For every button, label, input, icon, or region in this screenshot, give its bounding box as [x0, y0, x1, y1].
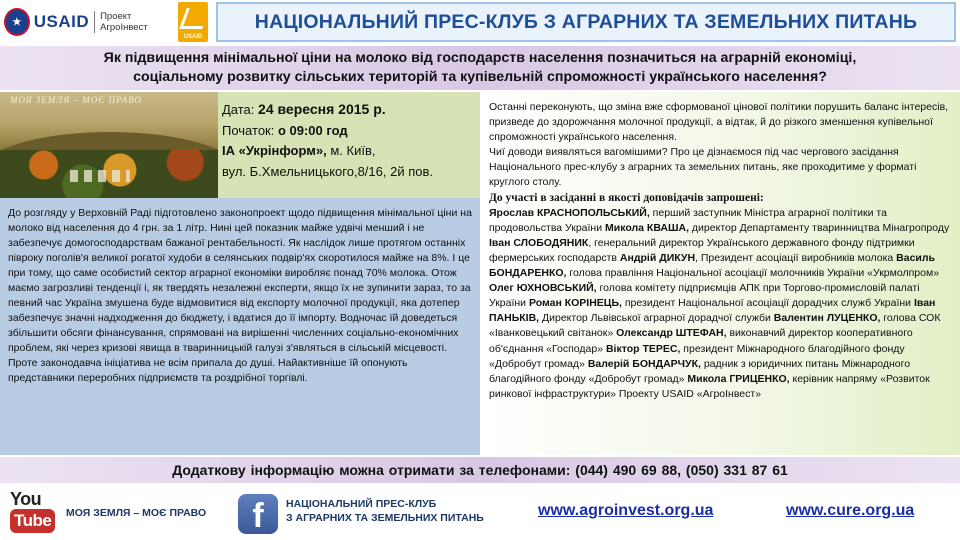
speaker-role: директор Департаменту тваринництва Мінагропроду — [689, 221, 950, 234]
agroinvest-link[interactable]: www.agroinvest.org.ua — [538, 502, 714, 519]
speaker-role: радник з юридичних питань Міжнародного благодійного фонду «Добробут громад» — [489, 357, 911, 385]
photo-caption: МОЯ ЗЕМЛЯ – МОЄ ПРАВО — [10, 95, 142, 105]
contact-phones: Додаткову інформацію можна отримати за телефонами: (044) 490 69 88, (050) 331 87 61 — [172, 462, 788, 478]
badge-text: USAID — [183, 34, 203, 40]
press-club-title-box — [216, 2, 956, 42]
right-intro-2: Чиї доводи виявляться вагомішими? Про це дізнаємося під час чергового засідання Національного прес-клубу з аграрних та земельних питань, яке проходитиме у форматі круглого столу. — [489, 146, 917, 189]
usaid-logo — [4, 6, 174, 38]
speakers-header: До участі в засіданні в якості доповідачів запрошені: — [489, 191, 764, 204]
speaker-role: , генеральний директор Українського державного фонду підтримки фермерських господарств — [489, 236, 915, 264]
event-details — [218, 92, 480, 198]
event-address: вул. Б.Хмельницького,8/16, 2й пов. — [222, 163, 433, 179]
question-line-1: Як підвищення мінімальної ціни на молоко від господарств населення позначиться на аграрній економіці, — [103, 50, 857, 66]
question-line-2: соціальному розвитку сільських територій та купівельній спроможності українського населення? — [133, 69, 827, 85]
contact-bar — [0, 457, 960, 483]
right-intro-1: Останні переконують, що зміна вже сформованої цінової політики порушить баланс інтересів, призведе до здорожчання молочної продукції, а відтак, й до різкого зменшення купівельної спроможності українського населення. — [489, 101, 949, 144]
event-venue — [222, 141, 480, 162]
date-label: Дата: — [222, 102, 255, 117]
left-body-text — [0, 198, 480, 455]
speaker-name: Олег ЮХНОВСЬКИЙ, — [489, 282, 597, 295]
fb-line-1: НАЦІОНАЛЬНИЙ ПРЕС-КЛУБ — [286, 498, 437, 510]
speaker-name: Віктор ТЕРЕС, — [605, 342, 681, 355]
logo-divider — [94, 11, 95, 33]
speaker-role: Директор Львівської аграрної дорадчої служби — [539, 312, 774, 325]
venue-city: м. Київ, — [326, 143, 376, 158]
speaker-role: голова СОК «Іванковецький світанок» — [489, 312, 941, 340]
right-body-text — [480, 92, 960, 455]
facebook-icon[interactable]: f — [238, 494, 278, 534]
speaker-name: Олександр ШТЕФАН, — [616, 327, 727, 340]
speaker-name: Василь БОНДАРЕНКО, — [489, 251, 936, 280]
project-name: Проект АгроІнвест — [100, 11, 148, 33]
usaid-seal-icon: ★ — [4, 8, 30, 36]
header — [0, 0, 960, 44]
footer-motto: МОЯ ЗЕМЛЯ – МОЄ ПРАВО — [66, 507, 207, 519]
venue-name: ІА «Укрінформ», — [222, 143, 327, 158]
speaker-name: Микола ГРИЦЕНКО, — [687, 372, 790, 385]
fb-line-2: З АГРАРНИХ ТА ЗЕМЕЛЬНИХ ПИТАНЬ — [286, 512, 484, 524]
speaker-role: виконавчий директор кооперативного об'єднання «Господар» — [489, 327, 913, 355]
youtube-icon[interactable] — [10, 489, 56, 537]
start-value: о 09:00 год — [277, 122, 348, 138]
speaker-name: Іван ПАНЬКІВ, — [489, 297, 936, 325]
speaker-name: Микола КВАША, — [605, 221, 690, 234]
speakers-list — [489, 206, 952, 402]
speaker-name: Іван СЛОБОДЯНИК — [489, 236, 589, 249]
page-title: НАЦІОНАЛЬНИЙ ПРЕС-КЛУБ З АГРАРНИХ ТА ЗЕМЕЛЬНИХ ПИТАНЬ — [254, 10, 918, 33]
date-value: 24 вересня 2015 р. — [258, 101, 386, 117]
start-label: Початок: — [222, 122, 275, 138]
speaker-role: голова комітету підприємців АПК при Торгово-промисловій палаті України — [489, 282, 920, 310]
facebook-page-name — [286, 497, 484, 525]
speaker-name: Роман КОРІНЕЦЬ, — [528, 297, 622, 310]
event-start — [222, 121, 480, 142]
left-paragraph-2: Проте законодавча ініціатива не всім припала до душі. Найактивніше їй опонують представники переробних підприємств та роздрібної торгівлі. — [8, 357, 408, 384]
speaker-name: Валентин ЛУЦЕНКО, — [773, 312, 881, 325]
speaker-role: президент Міжнародного благодійного фонду «Добробут громад» — [489, 342, 905, 370]
speaker-name: Андрій ДИКУН — [619, 251, 696, 264]
speaker-role: президент Національної асоціації дорадчих служб України — [621, 297, 914, 310]
speaker-role: , Президент асоціації виробників молока — [695, 251, 897, 264]
speaker-role: перший заступник Міністра аграрної політики та продовольства України — [489, 206, 887, 234]
speaker-role: керівник напряму «Розвиток ринкової інфраструктури» Проекту USAID «АгроІнвест» — [489, 372, 930, 400]
left-paragraph-1: До розгляду у Верховній Раді підготовлено законопроект щодо підвищення мінімальної ціни на молоко від населення до 4 грн. за 1 літр. Нині цей показник майже удвічі менший і не забезпечує домогосподарствам бажаної рентабельності. Як наслідок лише протягом останніх півроку поголів'я великої рогатої худоби в селянських подвір'ях скоротилося майже на 8%. І це при тому, що саме особистий сектор аграрної економіки виробляє понад 70% молока. Отож маємо загрозливі тенденції і, як твердять незалежні експерти, якщо їх не зупинити зараз, то за певний час Україна змушена буде відмовитися від експорту молочної продукції, яка дотепер забезпечує значні надходження до бюджету, і вдатися до її імпорту. Водночас їй доведеться збільшити обсяги фінансування, спрямовані на вирішенні численних соціально-економічних проблем, які через кризові явища в тваринницькій галузі з'являться в сільській місцевості. — [8, 207, 472, 354]
usaid-wordmark: USAID — [33, 12, 90, 31]
speaker-name: Валерій БОНДАРЧУК, — [587, 357, 701, 370]
usaid-badge-icon — [178, 2, 208, 42]
youtube-you-text: You — [10, 489, 42, 509]
event-date — [222, 99, 480, 121]
question-banner — [0, 46, 960, 90]
speaker-name: Ярослав КРАСНОПОЛЬСЬКИЙ, — [489, 206, 650, 219]
youtube-tube-text: Tube — [10, 509, 55, 533]
landscape-photo — [0, 92, 218, 198]
footer — [0, 485, 960, 540]
photo-houses — [70, 170, 130, 182]
cure-link[interactable]: www.cure.org.ua — [786, 502, 915, 519]
speaker-role: голова правління Національної асоціації молочників України «Укрмолпром» — [566, 267, 940, 280]
